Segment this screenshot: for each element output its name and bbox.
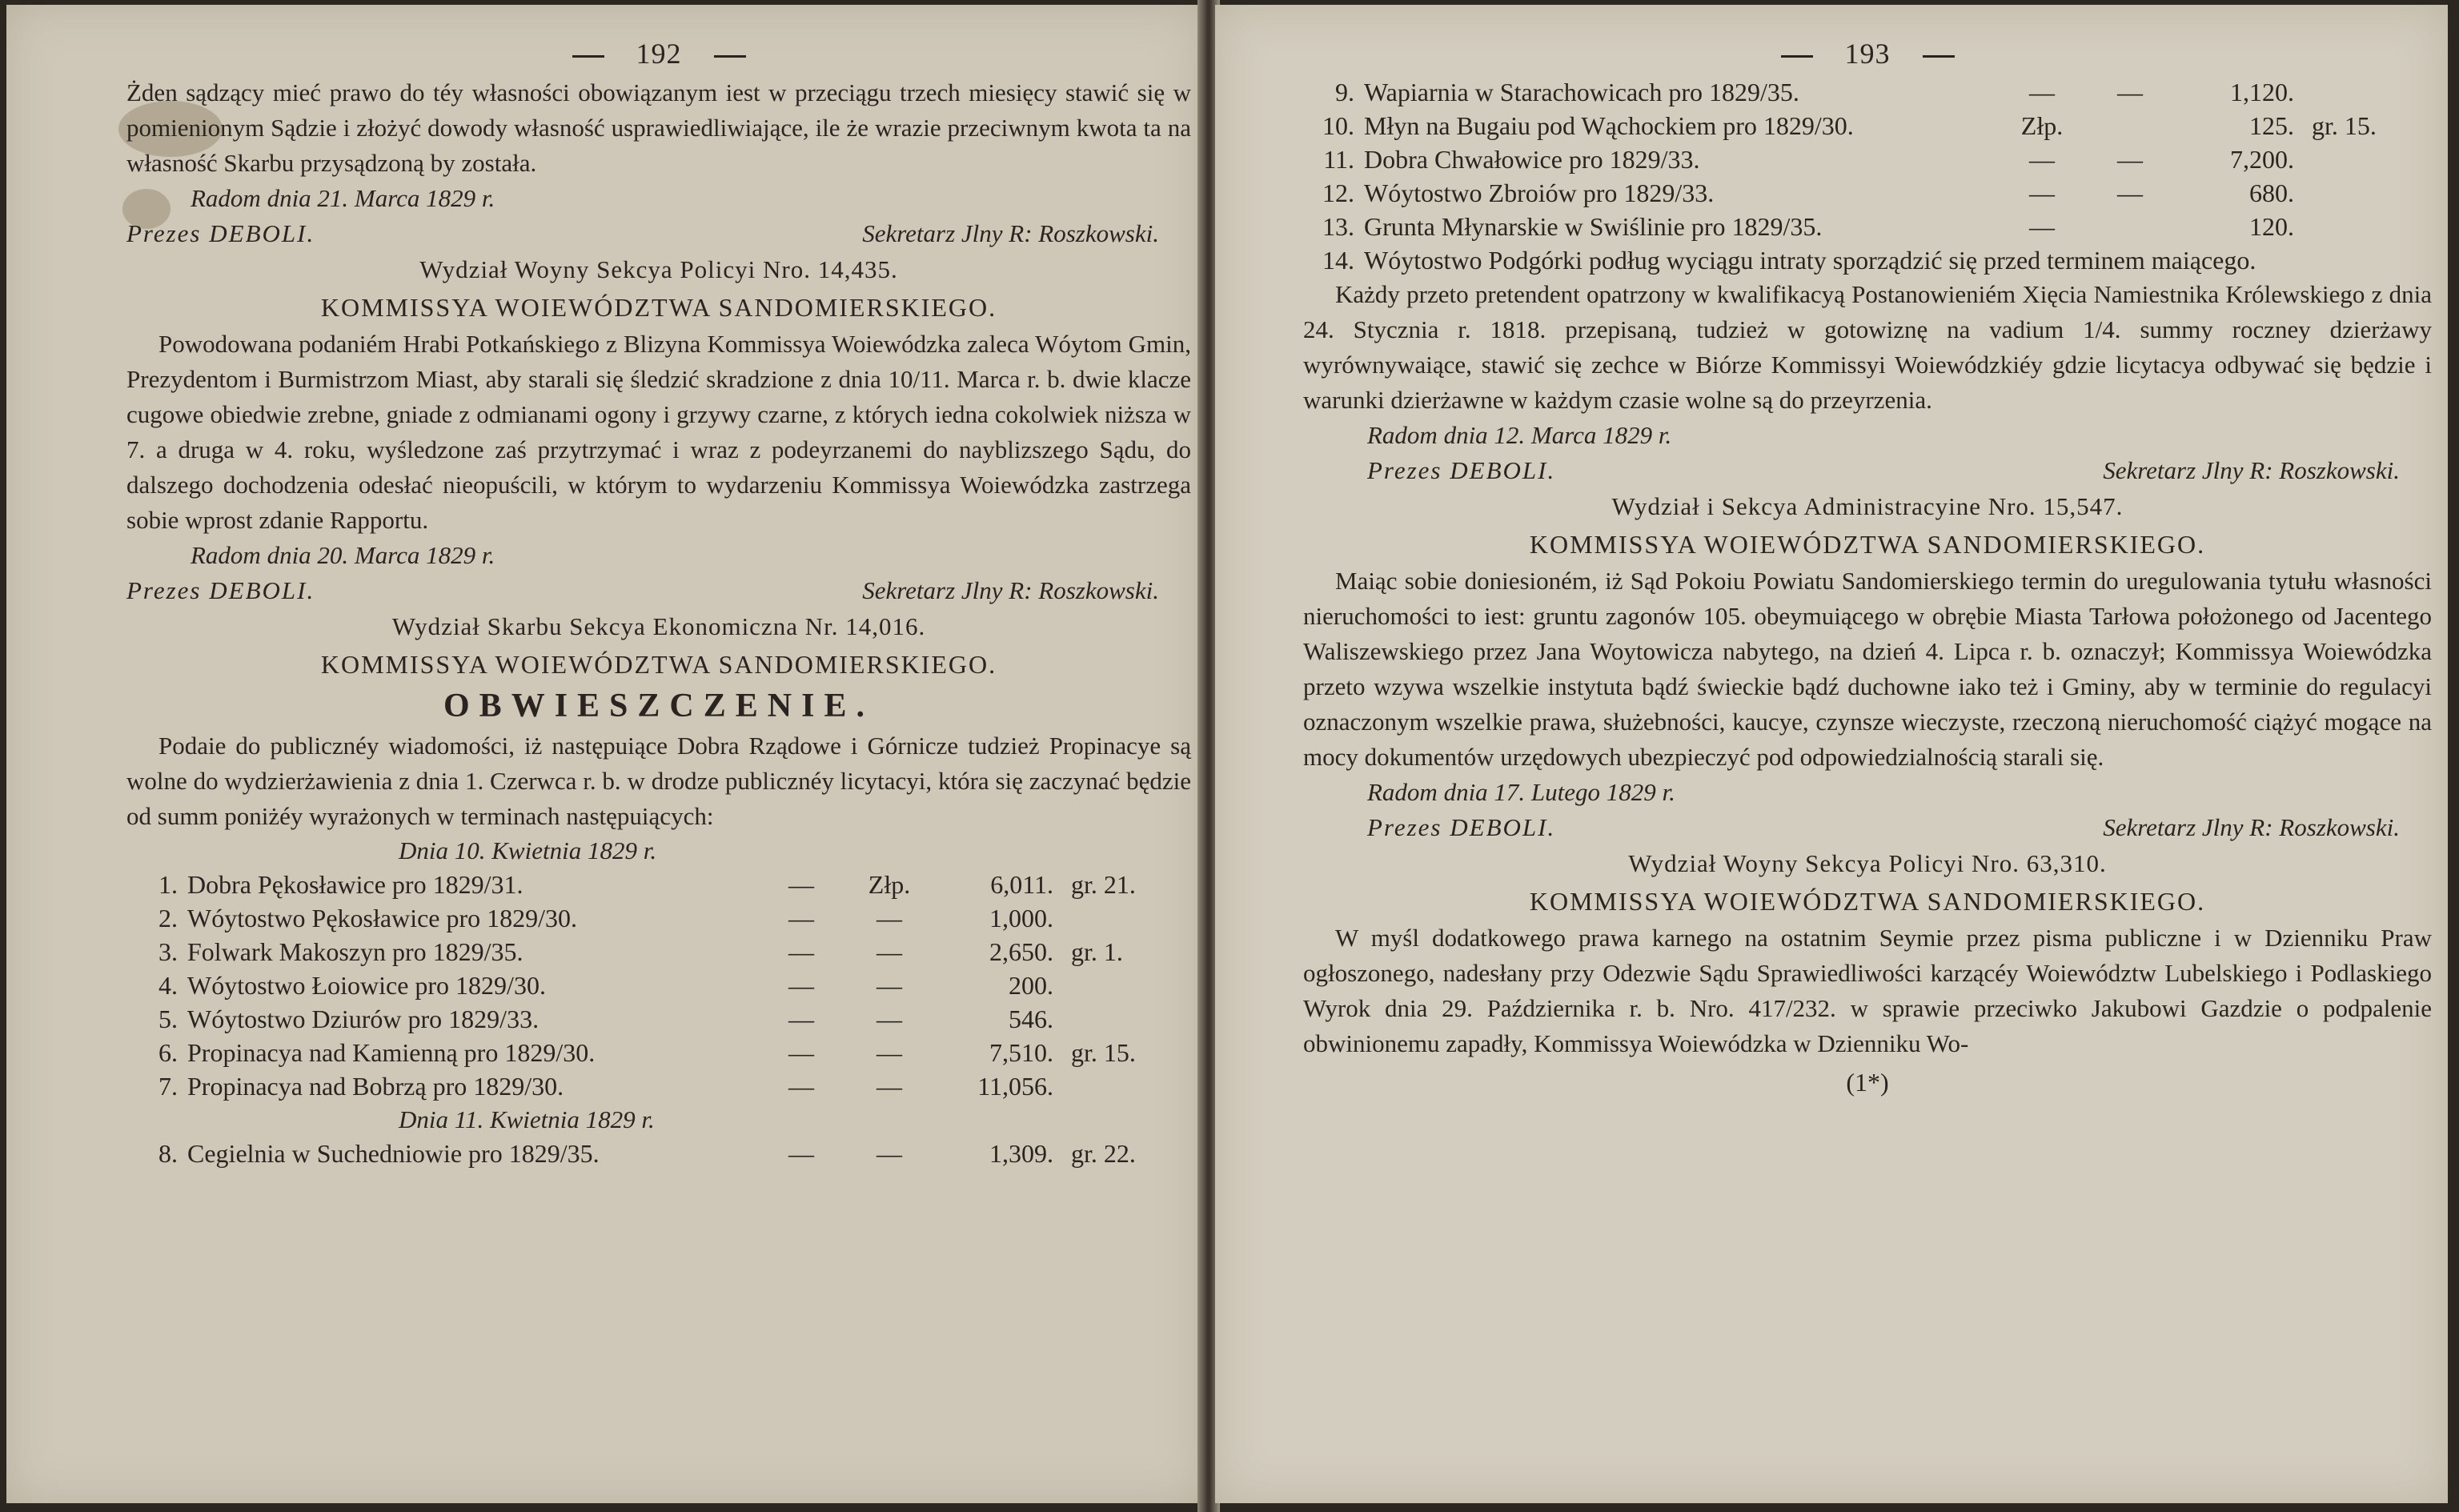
item-number: 10. <box>1322 111 1354 140</box>
lease-row <box>1303 210 2432 243</box>
left-page <box>6 5 1202 1503</box>
item-mark: Złp. <box>868 870 911 899</box>
item-mark: — <box>788 1072 814 1101</box>
conditions-paragraph: Każdy przeto pretendent opatrzony w kwalifikacyą Postanowieniém Xięcia Namiestnika Królewskiego z dnia 24. Stycznia r. 1818. przepisaną, tudzież w gotowiznę na vadium 1/4. summy roczney dzierżawy wyrównywaiące, stawić się zechce w Biórze Kommissyi Woiewódzkiéy gdzie licytacya odbywać się będzie i warunki dzierżawne w każdym czasie wolne są do przeyrzenia. <box>1303 280 2432 414</box>
item-mark: — <box>876 904 902 932</box>
item-14 <box>1303 243 2432 277</box>
item-mark: — <box>876 1038 902 1067</box>
lease-row <box>126 935 1191 969</box>
lease-paragraph: Podaie do publicznéy wiadomości, iż następuiące Dobra Rządowe i Górnicze tudzież Propinacye są wolne do wydzierżawienia z dnia 1. Czerwca r. b. w drodze publicznéy licytacyi, która się zaczynać będzie od summ poniżéy wyrażonych w terminach następuiących: <box>126 732 1191 830</box>
lease-row <box>126 1069 1191 1103</box>
item-value: 7,200. <box>2230 145 2294 174</box>
item-mark: — <box>2029 145 2055 174</box>
item-groszy <box>1053 969 1191 1002</box>
item-groszy: gr. 15. <box>2312 111 2377 140</box>
item-name: Wóytostwo Dziurów pro 1829/33. <box>187 1005 540 1033</box>
item-groszy: gr. 22. <box>1071 1139 1136 1168</box>
item-number: 7. <box>158 1072 178 1101</box>
item-groszy: gr. 21. <box>1071 870 1136 899</box>
secretary: Sekretarz Jlny R: Roszkowski. <box>2103 813 2400 841</box>
page-number: 192 <box>126 37 1191 75</box>
item-mark: — <box>788 937 814 966</box>
auction-date: Dnia 10. Kwietnia 1829 r. <box>399 836 657 864</box>
item-value: 6,011. <box>990 870 1053 899</box>
right-page <box>1215 5 2448 1503</box>
item-groszy <box>2294 142 2432 176</box>
department-line: Wydział i Sekcya Administracyine Nro. 15,547. <box>1611 492 2124 520</box>
item-mark <box>2086 210 2174 243</box>
item-mark: Złp. <box>2020 111 2064 140</box>
item-number: 3. <box>158 937 178 966</box>
item-value: 1,000. <box>989 904 1053 932</box>
lease-row <box>126 868 1191 901</box>
signature-place: Radom dnia 20. Marca 1829 r. <box>191 541 495 569</box>
president: Prezes DEBOLI. <box>1367 456 1556 484</box>
item-groszy: gr. 15. <box>1071 1038 1136 1067</box>
item-name: Wóytostwo Pękosławice pro 1829/30. <box>187 904 578 932</box>
lease-row <box>1303 176 2432 210</box>
item-groszy <box>1053 1069 1191 1103</box>
item-name: Młyn na Bugaiu pod Wąchockiem pro 1829/30. <box>1364 111 1854 140</box>
commission-heading: KOMMISSYA WOIEWÓDZTWA SANDOMIERSKIEGO. <box>320 293 997 322</box>
property-paragraph: Maiąc sobie doniesioném, iż Sąd Pokoiu Powiatu Sandomierskiego termin do uregulowania tytułu własności nieruchomości to iest: gruntu zagonów 105. obeymuiącego w obrębie Miasta Tarłowa położonego od Jacentego Waliszewskiego przez Jana Woytowicza nabytego, na dzień 4. Lipca r. b. oznaczył; Kommissya Woiewódzka przeto wzywa wszelkie instytuta bądź świeckie bądź duchowne iako też i Gminy, aby w terminie do regulacyi oznaczonym wszelkie prawa, służebności, kaucye, czynsze wieczyste, rzeczoną nieruchomość ciążyć mogące na mocy dokumentów urzędowych ubezpieczyć pod odpowiedzialnością starali się. <box>1303 567 2432 771</box>
opening-paragraph: Żden sądzący mieć prawo do téy własności obowiązanym iest w przeciągu trzech miesięcy stawić się w pomienionym Sądzie i złożyć dowody własność usprawiedliwiające, ile że wrazie przeciwnym kwota ta na własność Skarbu przysądzoną by została. <box>126 78 1191 177</box>
right-column <box>1303 5 2432 1100</box>
item-groszy <box>1053 901 1191 935</box>
lease-row <box>1303 75 2432 109</box>
item-mark: — <box>788 1038 814 1067</box>
item-name: Cegielnia w Suchedniowie pro 1829/35. <box>187 1139 600 1168</box>
item-mark: — <box>2029 78 2055 106</box>
item-value: 120. <box>2249 212 2294 241</box>
secretary: Sekretarz Jlny R: Roszkowski. <box>2103 456 2400 484</box>
item-value: 1,120. <box>2230 78 2294 106</box>
department-line: Wydział Woyny Sekcya Policyi Nro. 14,435. <box>419 255 898 283</box>
commission-heading: KOMMISSYA WOIEWÓDZTWA SANDOMIERSKIEGO. <box>1529 887 2206 916</box>
item-value: 125. <box>2249 111 2294 140</box>
signature-place: Radom dnia 21. Marca 1829 r. <box>191 184 495 212</box>
item-mark: — <box>788 1139 814 1168</box>
item-mark: — <box>2117 145 2143 174</box>
item-name: Wóytostwo Zbroiów pro 1829/33. <box>1364 178 1715 207</box>
item-name: Dobra Pękosławice pro 1829/31. <box>187 870 523 899</box>
penal-paragraph: W myśl dodatkowego prawa karnego na ostatnim Seymie przez pisma publiczne i w Dzienniku Praw ogłoszonego, nadesłany przy Odezwie Sądu Sprawiedliwości karzącéy Woiewództw Lubelskiego i Podlaskiego Wyrok dnia 29. Października r. b. Nro. 417/232. w sprawie przeciwko Jakubowi Gazdzie o podpalenie obwinionemu zapadły, Kommissya Woiewódzka w Dzienniku Wo- <box>1303 924 2432 1057</box>
lease-row <box>126 1036 1191 1069</box>
lease-row <box>126 969 1191 1002</box>
signature-row <box>126 573 1191 608</box>
item-number: 13. <box>1322 212 1354 241</box>
department-line: Wydział Woyny Sekcya Policyi Nro. 63,310. <box>1628 849 2107 877</box>
item-number: 6. <box>158 1038 178 1067</box>
item-value: 546. <box>1009 1005 1053 1033</box>
president: Prezes DEBOLI. <box>126 576 315 604</box>
item-name: Propinacya nad Kamienną pro 1829/30. <box>187 1038 596 1067</box>
item-number: 14. <box>1322 246 1354 275</box>
item-number: 8. <box>158 1139 178 1168</box>
lease-table-a <box>126 868 1191 1103</box>
item-mark: — <box>788 971 814 1000</box>
signature-place: Radom dnia 12. Marca 1829 r. <box>1367 421 1672 449</box>
item-name: Folwark Makoszyn pro 1829/35. <box>187 937 523 966</box>
item-mark: — <box>2029 212 2055 241</box>
department-line: Wydział Skarbu Sekcya Ekonomiczna Nr. 14,016. <box>391 612 926 640</box>
item-value: 2,650. <box>989 937 1053 966</box>
president: Prezes DEBOLI. <box>1367 813 1556 841</box>
item-value: 11,056. <box>977 1072 1053 1101</box>
item-name: Grunta Młynarskie w Swiślinie pro 1829/35. <box>1364 212 1823 241</box>
lease-table-c <box>1303 75 2432 243</box>
item-groszy <box>2294 176 2432 210</box>
secretary: Sekretarz Jlny R: Roszkowski. <box>862 219 1159 247</box>
item-mark: — <box>2117 78 2143 106</box>
item-mark: — <box>876 971 902 1000</box>
lease-row <box>126 1137 1191 1170</box>
item-mark <box>2086 109 2174 142</box>
signature-row <box>126 216 1191 251</box>
item-mark: — <box>788 1005 814 1033</box>
item-number: 5. <box>158 1005 178 1033</box>
notice-paragraph: Powodowana podaniém Hrabi Potkańskiego z Blizyna Kommissya Woiewódzka zaleca Wóytom Gmin, Prezydentom i Burmistrzom Miast, aby starali się śledzić skradzione z dnia 10/11. Marca r. b. dwie klacze cugowe obiedwie zrebne, gniade z odmianami ogony i grzywy czarne, z których iedna cokolwiek niższa w 7. a druga w 4. roku, wyśledzone zaś przytrzymać i wraz z podeyrzanemi do nayblizszego Sądu, do dalszego dochodzenia odesłać nieopuścili, w którym to wydarzeniu Kommissya Woiewódzka zastrzega sobie wprost zdanie Rapportu. <box>126 330 1191 534</box>
item-groszy <box>1053 1002 1191 1036</box>
item-mark: — <box>876 1005 902 1033</box>
lease-row <box>126 1002 1191 1036</box>
auction-date: Dnia 11. Kwietnia 1829 r. <box>399 1105 655 1133</box>
item-mark: — <box>876 937 902 966</box>
signature-row <box>1303 810 2432 845</box>
item-groszy: gr. 1. <box>1071 937 1123 966</box>
page-number: 193 <box>1303 37 2432 75</box>
item-groszy <box>2294 75 2432 109</box>
lease-row <box>1303 109 2432 142</box>
item-mark: — <box>788 904 814 932</box>
signature-row <box>1303 453 2432 488</box>
item-mark: — <box>2029 178 2055 207</box>
item-name: Dobra Chwałowice pro 1829/33. <box>1364 145 1700 174</box>
item-number: 12. <box>1322 178 1354 207</box>
item-value: 200. <box>1009 971 1053 1000</box>
lease-table-b <box>126 1137 1191 1170</box>
item-value: 7,510. <box>989 1038 1053 1067</box>
item-number: 2. <box>158 904 178 932</box>
item-groszy <box>2294 210 2432 243</box>
item-value: 1,309. <box>989 1139 1053 1168</box>
item-number: 11. <box>1323 145 1354 174</box>
item-number: 1. <box>158 870 178 899</box>
commission-heading: KOMMISSYA WOIEWÓDZTWA SANDOMIERSKIEGO. <box>1529 530 2206 559</box>
president: Prezes DEBOLI. <box>126 219 315 247</box>
announcement-heading: OBWIESZCZENIE. <box>443 688 874 724</box>
item-mark: — <box>2117 178 2143 207</box>
item-name: Wapiarnia w Starachowicach pro 1829/35. <box>1364 78 1799 106</box>
signature-place: Radom dnia 17. Lutego 1829 r. <box>1367 778 1675 806</box>
signature-mark: (1*) <box>1846 1068 1889 1097</box>
commission-heading: KOMMISSYA WOIEWÓDZTWA SANDOMIERSKIEGO. <box>320 650 997 679</box>
item-name: Wóytostwo Łoiowice pro 1829/30. <box>187 971 546 1000</box>
lease-row <box>126 901 1191 935</box>
item-mark: — <box>788 870 814 899</box>
item-number: 9. <box>1335 78 1354 106</box>
secretary: Sekretarz Jlny R: Roszkowski. <box>862 576 1159 604</box>
left-column <box>126 5 1191 1170</box>
item-text: Wóytostwo Podgórki podług wyciągu intraty sporządzić się przed terminem maiącego. <box>1364 246 2256 275</box>
item-mark: — <box>876 1072 902 1101</box>
item-name: Propinacya nad Bobrzą pro 1829/30. <box>187 1072 564 1101</box>
item-number: 4. <box>158 971 178 1000</box>
lease-row <box>1303 142 2432 176</box>
item-value: 680. <box>2249 178 2294 207</box>
item-mark: — <box>876 1139 902 1168</box>
